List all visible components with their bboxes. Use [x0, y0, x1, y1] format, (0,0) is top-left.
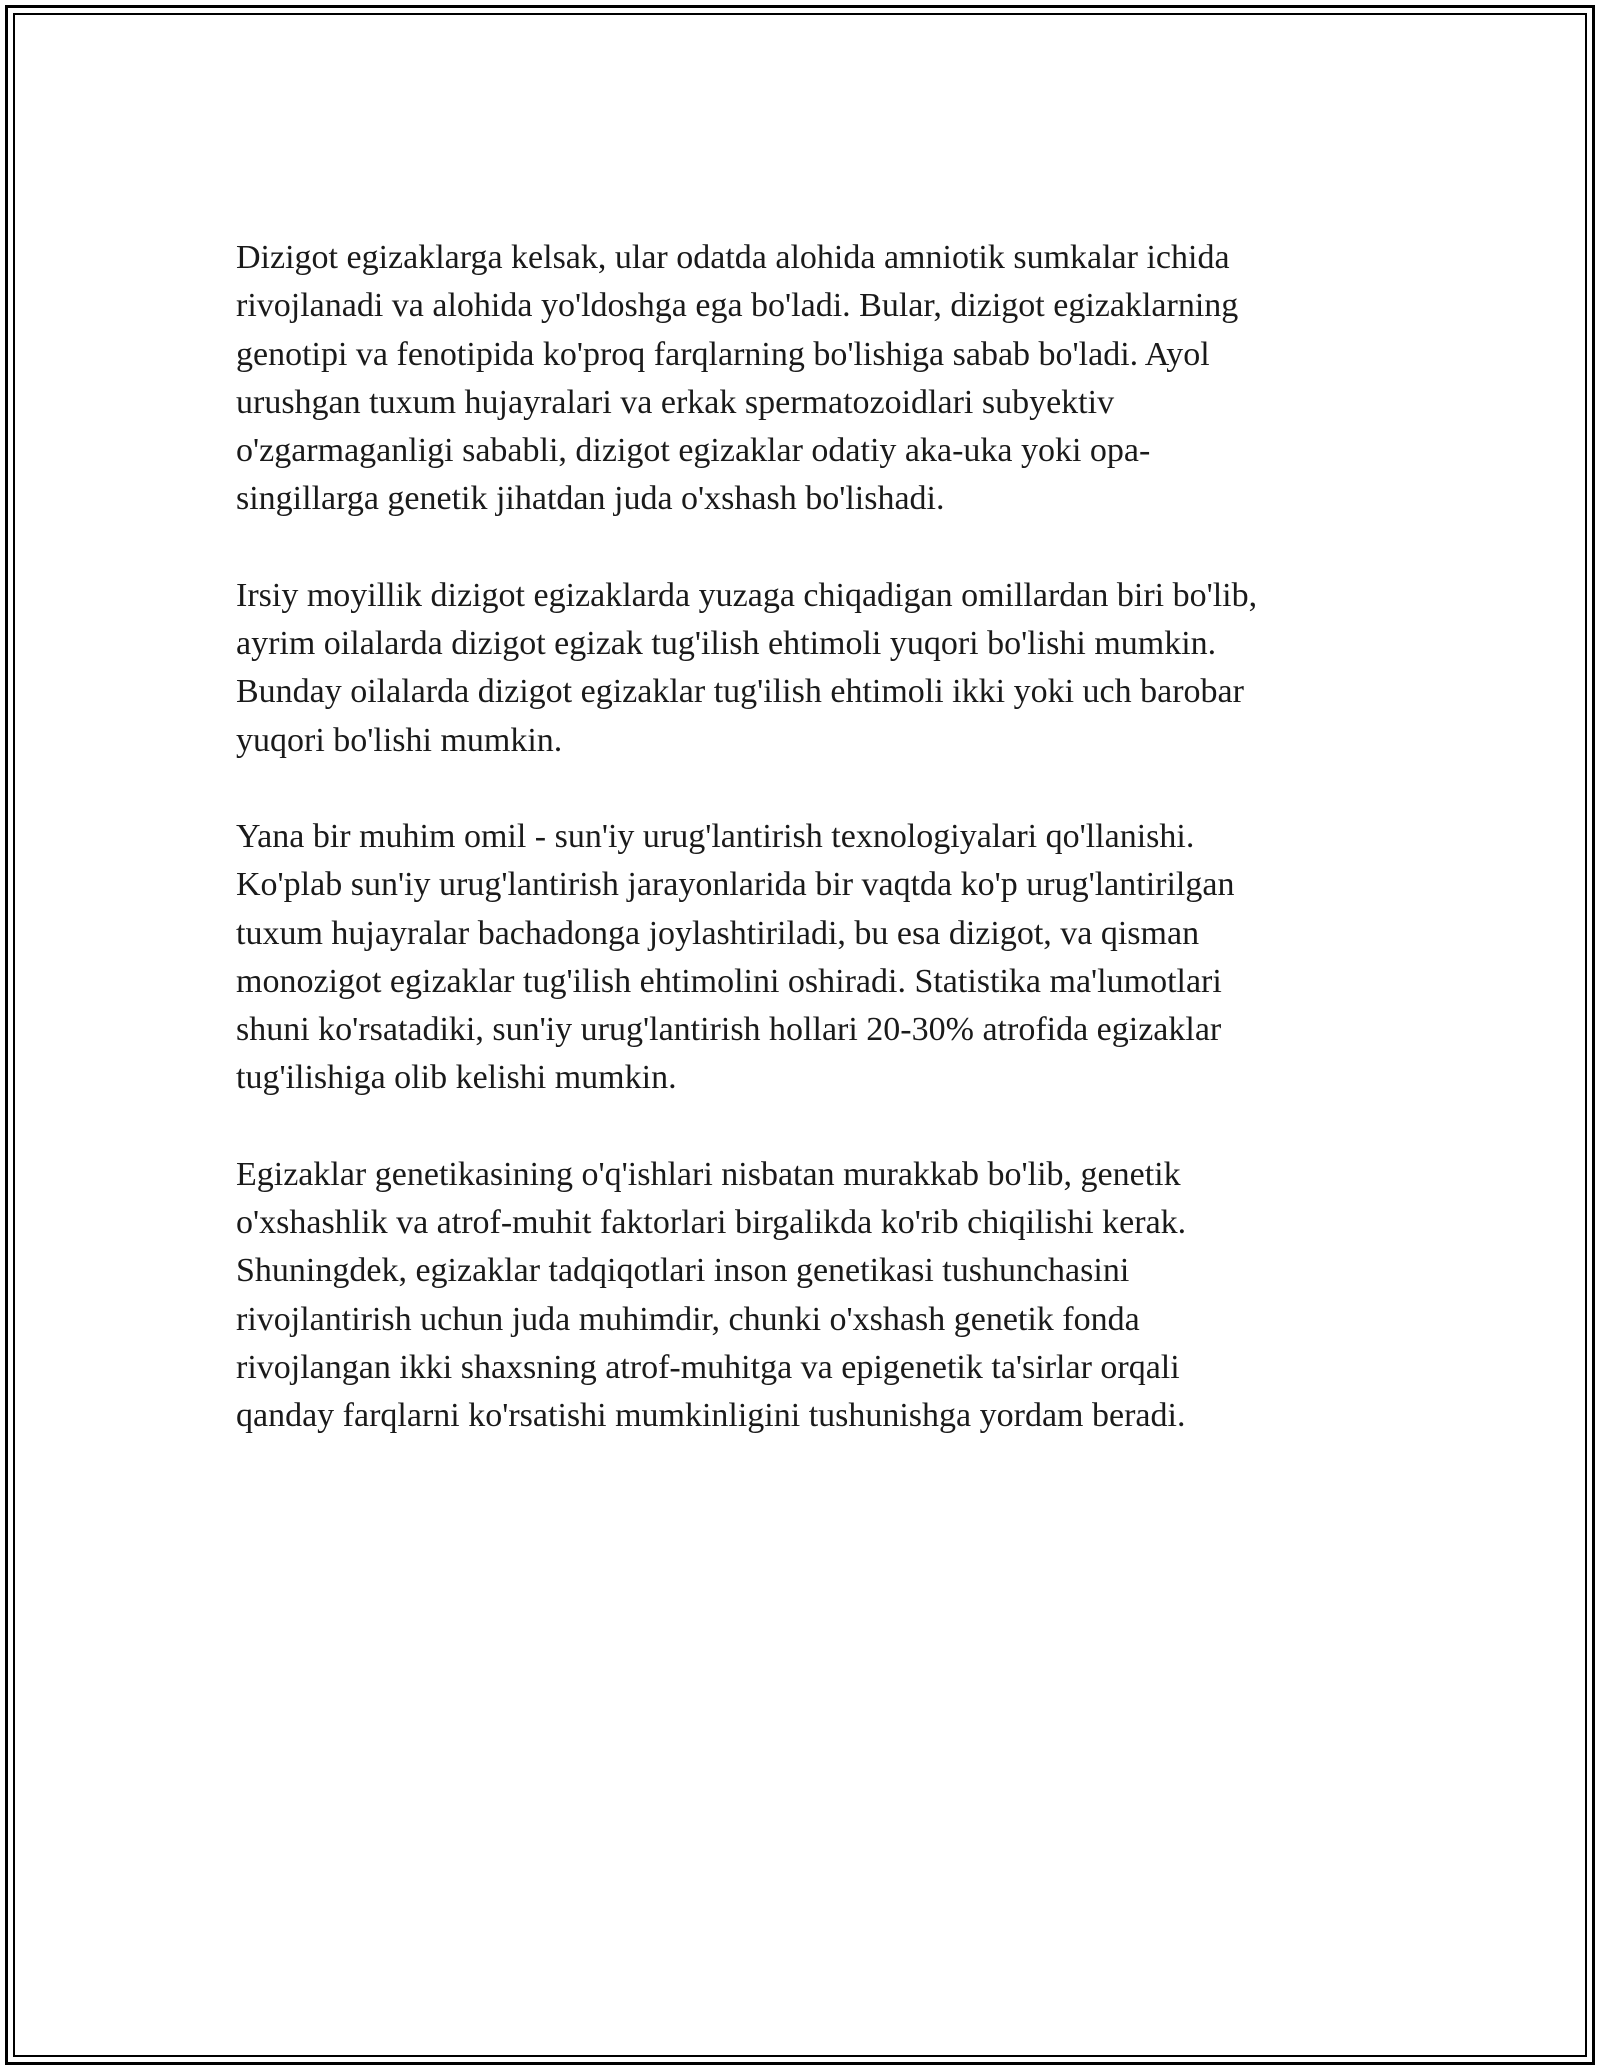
text-line: rivojlantirish uchun juda muhimdir, chunki o'xshash genetik fonda — [236, 1300, 1140, 1338]
text-line: Ko'plab sun'iy urug'lantirish jarayonlarida bir vaqtda ko'p urug'lantirilgan — [236, 866, 1235, 904]
document-body — [236, 234, 1376, 1489]
text-line: Egizaklar genetikasining o'q'ishlari nisbatan murakkab bo'lib, genetik — [236, 1155, 1181, 1193]
text-line: tuxum hujayralar bachadonga joylashtiriladi, bu esa dizigot, va qisman — [236, 914, 1200, 952]
text-line: genotipi va fenotipida ko'proq farqlarning bo'lishiga sabab bo'ladi. Ayol — [236, 335, 1210, 373]
text-line: urushgan tuxum hujayralari va erkak spermatozoidlari subyektiv — [236, 383, 1115, 421]
text-line: o'zgarmaganligi sababli, dizigot egizaklar odatiy aka-uka yoki opa- — [236, 432, 1151, 470]
text-line: tug'ilishiga olib kelishi mumkin. — [236, 1059, 677, 1097]
text-line: ayrim oilalarda dizigot egizak tug'ilish ehtimoli yuqori bo'lishi mumkin. — [236, 625, 1217, 663]
text-line: Yana bir muhim omil - sun'iy urug'lantirish texnologiyalari qo'llanishi. — [236, 817, 1195, 855]
text-line: yuqori bo'lishi mumkin. — [236, 721, 563, 759]
text-line: shuni ko'rsatadiki, sun'iy urug'lantirish hollari 20-30% atrofida egizaklar — [236, 1011, 1222, 1049]
text-line: singillarga genetik jihatdan juda o'xshash bo'lishadi. — [236, 480, 945, 518]
paragraph-2 — [236, 572, 1376, 765]
text-line: monozigot egizaklar tug'ilish ehtimolini oshiradi. Statistika ma'lumotlari — [236, 962, 1222, 1000]
paragraph-1 — [236, 234, 1376, 524]
paragraph-3 — [236, 813, 1376, 1103]
text-line: o'xshashlik va atrof-muhit faktorlari birgalikda ko'rib chiqilishi kerak. — [236, 1204, 1187, 1242]
paragraph-4 — [236, 1151, 1376, 1441]
text-line: Dizigot egizaklarga kelsak, ular odatda alohida amniotik sumkalar ichida — [236, 239, 1230, 276]
text-line: Irsiy moyillik dizigot egizaklarda yuzaga chiqadigan omillardan biri bo'lib, — [236, 576, 1258, 614]
text-line: Bunday oilalarda dizigot egizaklar tug'ilish ehtimoli ikki yoki uch barobar — [236, 673, 1244, 711]
text-line: rivojlangan ikki shaxsning atrof-muhitga va epigenetik ta'sirlar orqali — [236, 1348, 1180, 1386]
text-line: qanday farqlarni ko'rsatishi mumkinligini tushunishga yordam beradi. — [236, 1397, 1186, 1435]
text-line: Shuningdek, egizaklar tadqiqotlari inson genetikasi tushunchasini — [236, 1252, 1130, 1290]
text-line: rivojlanadi va alohida yo'ldoshga ega bo'ladi. Bular, dizigot egizaklarning — [236, 287, 1239, 325]
